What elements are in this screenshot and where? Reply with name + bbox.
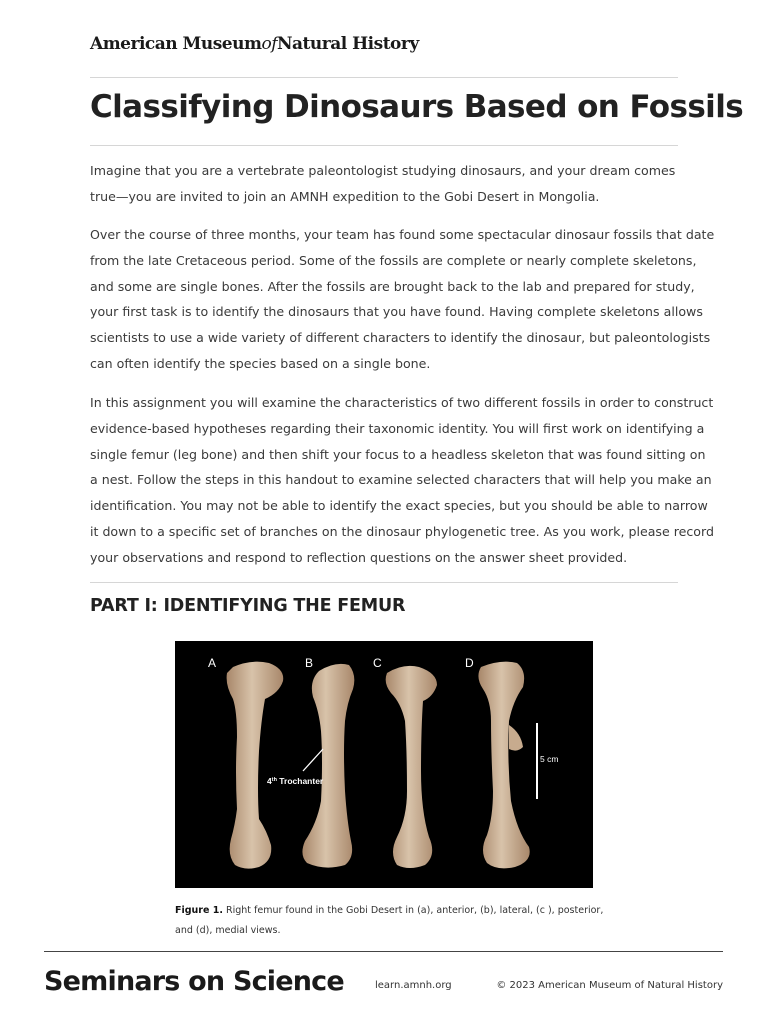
paragraph-line: scientists to use a wide variety of different characters to identify the dinosaur, but paleontologists: [90, 330, 711, 346]
paragraph-line: from the late Cretaceous period. Some of the fossils are complete or nearly complete skeletons,: [90, 252, 697, 268]
footer-divider: [44, 951, 723, 952]
caption-text-1: Right femur found in the Gobi Desert in (a), anterior, (b), lateral, (c ), posterior,: [222, 905, 604, 916]
panel-label-a: A: [208, 656, 217, 670]
scale-label: 5 cm: [540, 754, 559, 764]
paragraph-line: it down to a specific set of branches on the dinosaur phylogenetic tree. As you work, please record: [90, 523, 714, 539]
paragraph-line: In this assignment you will examine the characteristics of two different fossils in order to construct: [90, 395, 714, 410]
panel-label-d: D: [465, 656, 474, 670]
paragraph-line: a nest. Follow the steps in this handout to examine selected characters that will help you make an: [90, 472, 712, 488]
paragraph-line: Over the course of three months, your team has found some spectacular dinosaur fossils that date: [90, 227, 715, 242]
header-divider: [90, 77, 678, 78]
paragraph-line: evidence-based hypotheses regarding their taxonomic identity. You will first work on identifying a: [90, 420, 705, 436]
panel-label-c: C: [373, 656, 382, 670]
figure-caption: [175, 901, 605, 940]
caption-label: Figure 1.: [175, 905, 223, 916]
trochanter-label: 4th Trochanter: [267, 776, 324, 786]
section-divider: [90, 582, 678, 583]
assignment-paragraph: [90, 390, 714, 571]
panel-label-b: B: [305, 656, 314, 670]
footer-brand: Seminars on Science: [44, 966, 344, 997]
section-heading: PART I: IDENTIFYING THE FEMUR: [90, 596, 406, 616]
caption-line-1: [175, 901, 605, 921]
intro-paragraph: [90, 158, 682, 210]
femur-figure: [175, 641, 593, 888]
paragraph-line: your first task is to identify the dinosaurs that you have found. Having complete skeletons allows: [90, 304, 703, 320]
footer-url-link[interactable]: learn.amnh.org: [375, 980, 452, 991]
title-divider: [90, 145, 678, 146]
paragraph-line: Imagine that you are a vertebrate paleontologist studying dinosaurs, and your dream comes: [90, 163, 676, 178]
brand-part1: American Museum: [90, 34, 262, 54]
paragraph-line: and some are single bones. After the fossils are brought back to the lab and prepared for study,: [90, 278, 695, 294]
paragraph-line: single femur (leg bone) and then shift your focus to a headless skeleton that was found sitting on: [90, 446, 706, 462]
expedition-paragraph: [90, 222, 715, 377]
paragraph-line: identification. You may not be able to identify the exact species, but you should be able to narrow: [90, 498, 708, 514]
caption-line-2: and (d), medial views.: [175, 924, 281, 936]
paragraph-line: can often identify the species based on a single bone.: [90, 355, 431, 371]
paragraph-line: your observations and respond to reflection questions on the answer sheet provided.: [90, 549, 628, 565]
brand-of: of: [261, 34, 277, 54]
paragraph-line: true—you are invited to join an AMNH expedition to the Gobi Desert in Mongolia.: [90, 188, 600, 204]
amnh-logo: [90, 34, 419, 54]
page-title: Classifying Dinosaurs Based on Fossils: [90, 89, 744, 125]
brand-part2: Natural History: [277, 34, 419, 54]
femur-figure-svg: [175, 641, 593, 888]
footer-copyright: © 2023 American Museum of Natural History: [496, 980, 723, 991]
